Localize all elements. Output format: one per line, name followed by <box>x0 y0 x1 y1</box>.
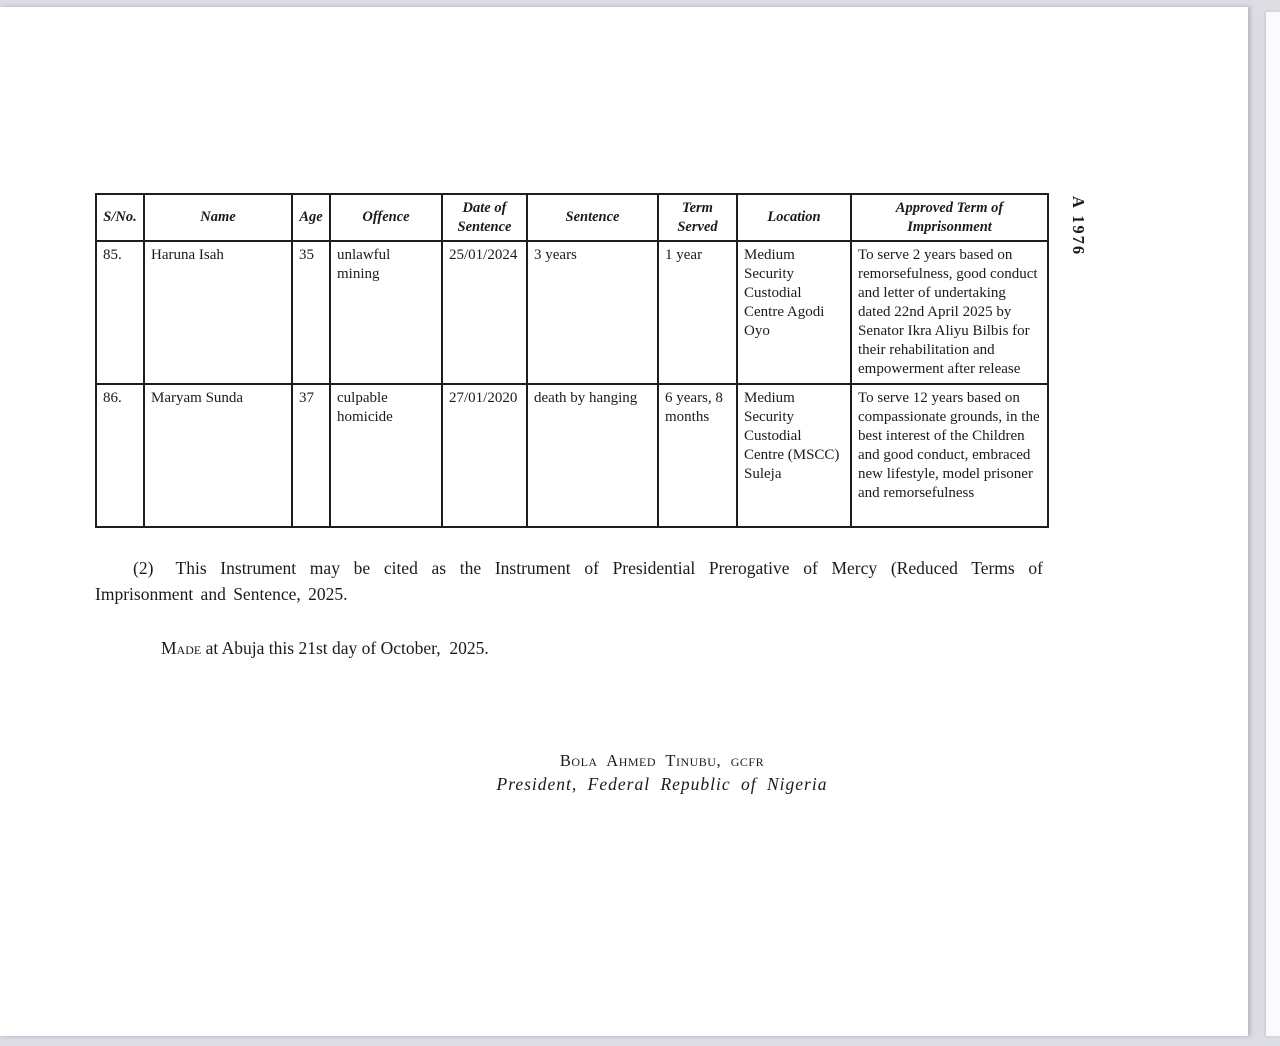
made-at-abuja-line <box>161 638 489 659</box>
cell-name: Maryam Sunda <box>144 384 292 527</box>
president-postnominal: , gcfr <box>716 751 765 770</box>
cell-sentence: 3 years <box>527 241 658 384</box>
citation-paragraph: (2) This Instrument may be cited as the Instrument of Presidential Prerogative of Mercy (Reduced Terms of Imprisonment and Sentence, 2025. <box>95 557 1043 604</box>
table-row <box>96 384 1048 527</box>
column-header-term-served: Term Served <box>658 194 737 241</box>
made-word: Made <box>161 637 202 658</box>
president-name <box>110 751 1214 771</box>
prerogative-of-mercy-table <box>95 193 1049 528</box>
cell-term-served: 1 year <box>658 241 737 384</box>
column-header-location: Location <box>737 194 851 241</box>
table-header-row <box>96 194 1048 241</box>
president-title: President, Federal Republic of Nigeria <box>496 774 828 794</box>
cell-date-of-sentence: 27/01/2020 <box>442 384 527 527</box>
column-header-name: Name <box>144 194 292 241</box>
column-header-approved-term: Approved Term of Imprisonment <box>851 194 1048 241</box>
cell-sentence: death by hanging <box>527 384 658 527</box>
cell-name: Haruna Isah <box>144 241 292 384</box>
column-header-age: Age <box>292 194 330 241</box>
next-page-edge <box>1266 12 1280 1036</box>
cell-date-of-sentence: 25/01/2024 <box>442 241 527 384</box>
column-header-offence: Offence <box>330 194 442 241</box>
made-rest: at Abuja this 21st day of October, 2025. <box>205 637 489 658</box>
cell-location: Medium Security Custodial Centre Agodi Oyo <box>737 241 851 384</box>
document-page <box>0 7 1248 1036</box>
cell-offence: unlawful mining <box>330 241 442 384</box>
page-folio-number: A 1976 <box>1069 196 1088 257</box>
cell-term-served: 6 years, 8 months <box>658 384 737 527</box>
cell-approved-term: To serve 2 years based on remorsefulness, good conduct and letter of undertaking dated 22nd April 2025 by Senator Ikra Aliyu Bilbis for their rehabilitation and empowerment after release <box>851 241 1048 384</box>
signature-block <box>110 751 1214 795</box>
column-header-sentence: Sentence <box>527 194 658 241</box>
table-row <box>96 241 1048 384</box>
cell-age: 35 <box>292 241 330 384</box>
cell-offence: culpable homicide <box>330 384 442 527</box>
cell-approved-term: To serve 12 years based on compassionate grounds, in the best interest of the Children and good conduct, embraced new lifestyle, model prisoner and remorsefulness <box>851 384 1048 527</box>
cell-age: 37 <box>292 384 330 527</box>
column-header-date-of-sentence: Date of Sentence <box>442 194 527 241</box>
president-name-text: Bola Ahmed Tinubu <box>559 751 717 770</box>
cell-sno: 85. <box>96 241 144 384</box>
cell-location: Medium Security Custodial Centre (MSCC) Suleja <box>737 384 851 527</box>
cell-sno: 86. <box>96 384 144 527</box>
column-header-sno: S/No. <box>96 194 144 241</box>
